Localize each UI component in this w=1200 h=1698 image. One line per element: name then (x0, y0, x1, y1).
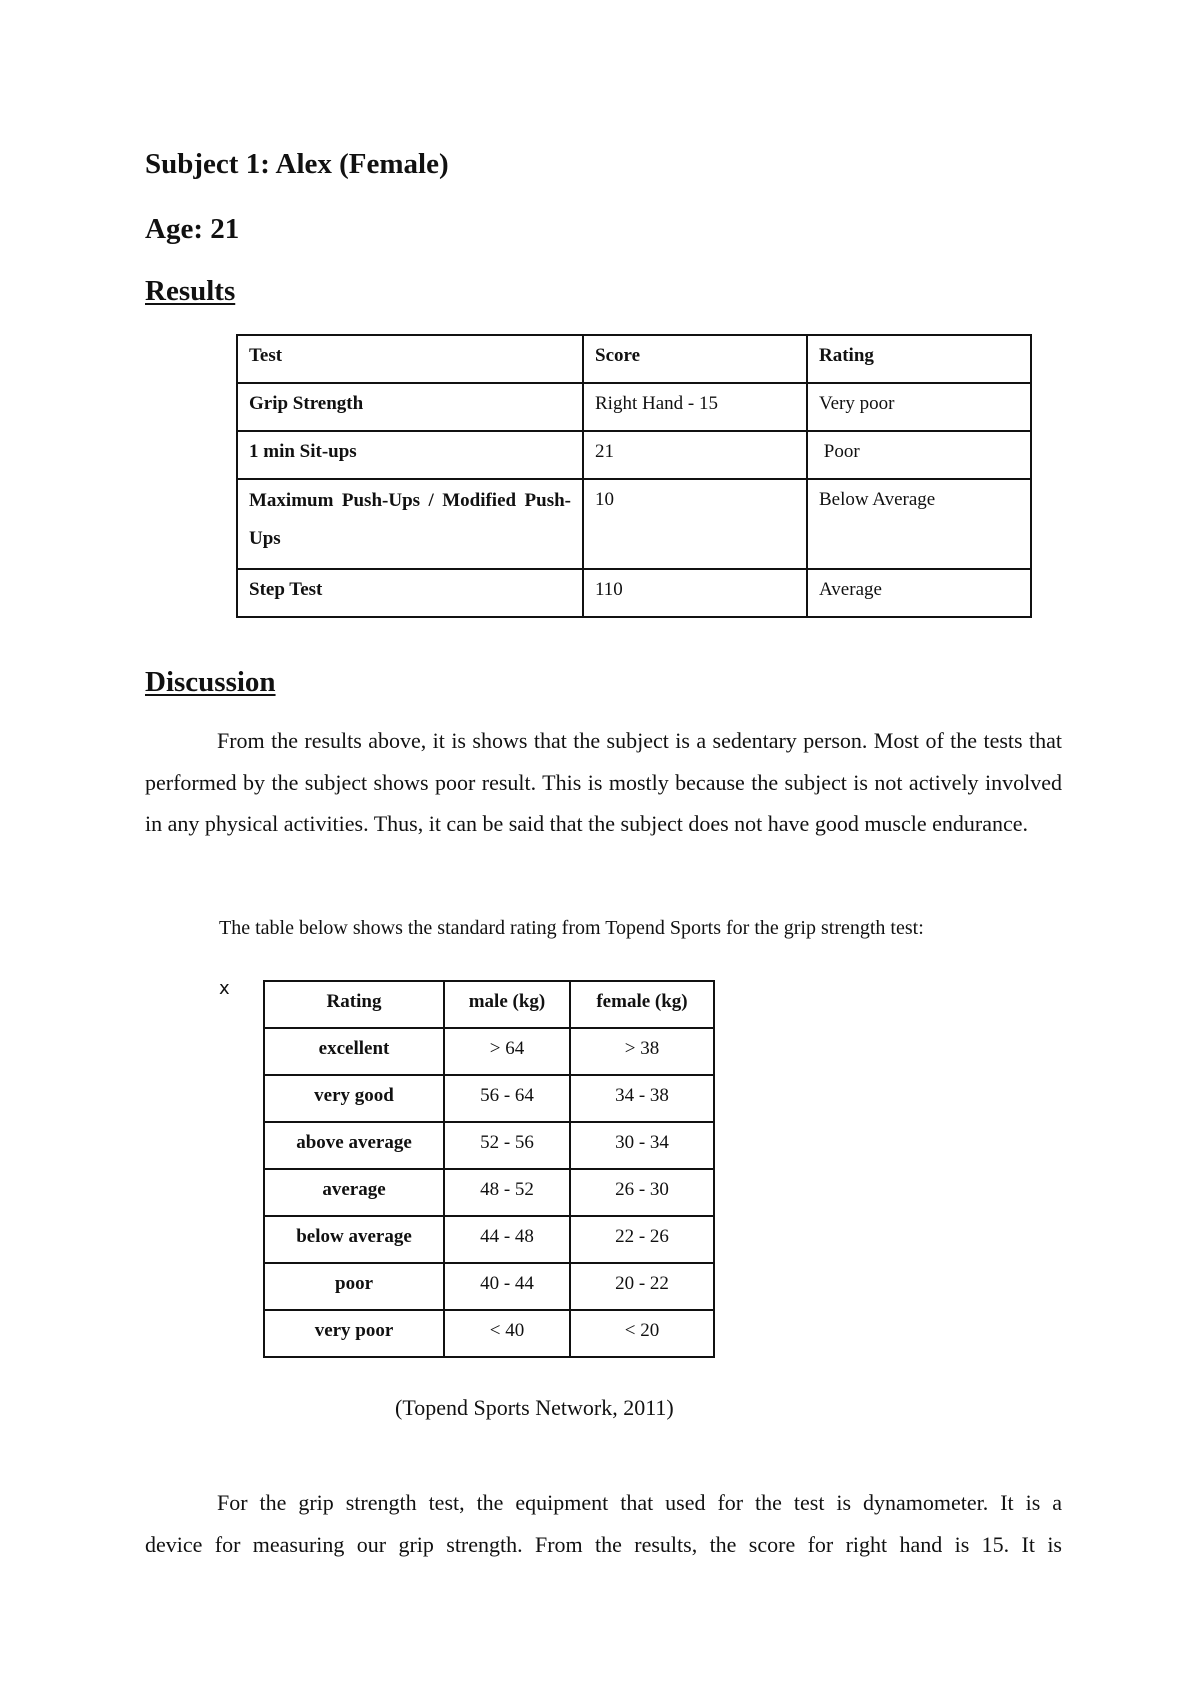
results-heading: Results (145, 275, 236, 307)
results-cell-rating: Average (807, 569, 1031, 617)
results-cell-test: 1 min Sit-ups (237, 431, 583, 479)
table-row (264, 1310, 714, 1357)
grip-cell-female: 22 - 26 (570, 1216, 714, 1263)
table-row (264, 1263, 714, 1310)
table-intro: The table below shows the standard rating from Topend Sports for the grip strength test: (219, 917, 924, 939)
grip-cell-male: 48 - 52 (444, 1169, 570, 1216)
table-row (264, 1169, 714, 1216)
grip-header-rating: Rating (264, 981, 444, 1028)
results-cell-test (237, 479, 583, 569)
grip-paragraph (145, 1482, 1062, 1565)
results-header-rating: Rating (807, 335, 1031, 383)
results-cell-rating: Poor (807, 431, 1031, 479)
stray-mark: x (219, 978, 230, 999)
results-cell-score: 110 (583, 569, 807, 617)
results-cell-rating: Very poor (807, 383, 1031, 431)
grip-cell-male: 40 - 44 (444, 1263, 570, 1310)
grip-cell-female: 20 - 22 (570, 1263, 714, 1310)
age-heading: Age: 21 (145, 213, 240, 245)
table-row (237, 383, 1031, 431)
results-cell-score: Right Hand - 15 (583, 383, 807, 431)
discussion-paragraph: From the results above, it is shows that the subject is a sedentary person. Most of the tests that performed by the subject shows poor result. This is mostly because the subject is not actively involved in any physical activities. Thus, it can be said that the subject does not have good muscle endurance. (145, 728, 1062, 836)
grip-cell-rating: excellent (264, 1028, 444, 1075)
grip-header-female: female (kg) (570, 981, 714, 1028)
results-cell-score: 10 (583, 479, 807, 569)
results-cell-rating: Below Average (807, 479, 1031, 569)
table-row (264, 1216, 714, 1263)
discussion-heading: Discussion (145, 666, 276, 698)
results-cell-test: Grip Strength (237, 383, 583, 431)
grip-cell-female: 34 - 38 (570, 1075, 714, 1122)
results-cell-test: Step Test (237, 569, 583, 617)
results-cell-test-text: Maximum Push-Ups / Modified Push-Ups (249, 490, 571, 549)
table-row (264, 1075, 714, 1122)
grip-cell-rating: average (264, 1169, 444, 1216)
grip-cell-male: < 40 (444, 1310, 570, 1357)
grip-cell-rating: very good (264, 1075, 444, 1122)
grip-cell-female: 26 - 30 (570, 1169, 714, 1216)
results-cell-score: 21 (583, 431, 807, 479)
grip-cell-rating: very poor (264, 1310, 444, 1357)
table-row (237, 569, 1031, 617)
grip-cell-female: 30 - 34 (570, 1122, 714, 1169)
table-row (264, 1028, 714, 1075)
subject-heading: Subject 1: Alex (Female) (145, 148, 449, 180)
table-row (237, 431, 1031, 479)
results-header-score: Score (583, 335, 807, 383)
grip-strength-table (263, 980, 715, 1358)
grip-header-male: male (kg) (444, 981, 570, 1028)
grip-cell-female: < 20 (570, 1310, 714, 1357)
grip-paragraph-line-1: For the grip strength test, the equipment that used for the test is dynamometer. It is a (217, 1490, 1062, 1515)
grip-cell-rating: below average (264, 1216, 444, 1263)
table-row (264, 1122, 714, 1169)
citation: (Topend Sports Network, 2011) (395, 1395, 674, 1420)
table-row (237, 479, 1031, 569)
grip-cell-male: 44 - 48 (444, 1216, 570, 1263)
results-header-row (237, 335, 1031, 383)
results-table (236, 334, 1032, 618)
grip-cell-male: 56 - 64 (444, 1075, 570, 1122)
grip-cell-male: > 64 (444, 1028, 570, 1075)
grip-header-row (264, 981, 714, 1028)
grip-cell-female: > 38 (570, 1028, 714, 1075)
results-header-test: Test (237, 335, 583, 383)
grip-paragraph-line-2: device for measuring our grip strength. From the results, the score for right hand is 15. It is (145, 1531, 1062, 1557)
grip-cell-male: 52 - 56 (444, 1122, 570, 1169)
grip-cell-rating: above average (264, 1122, 444, 1169)
grip-cell-rating: poor (264, 1263, 444, 1310)
